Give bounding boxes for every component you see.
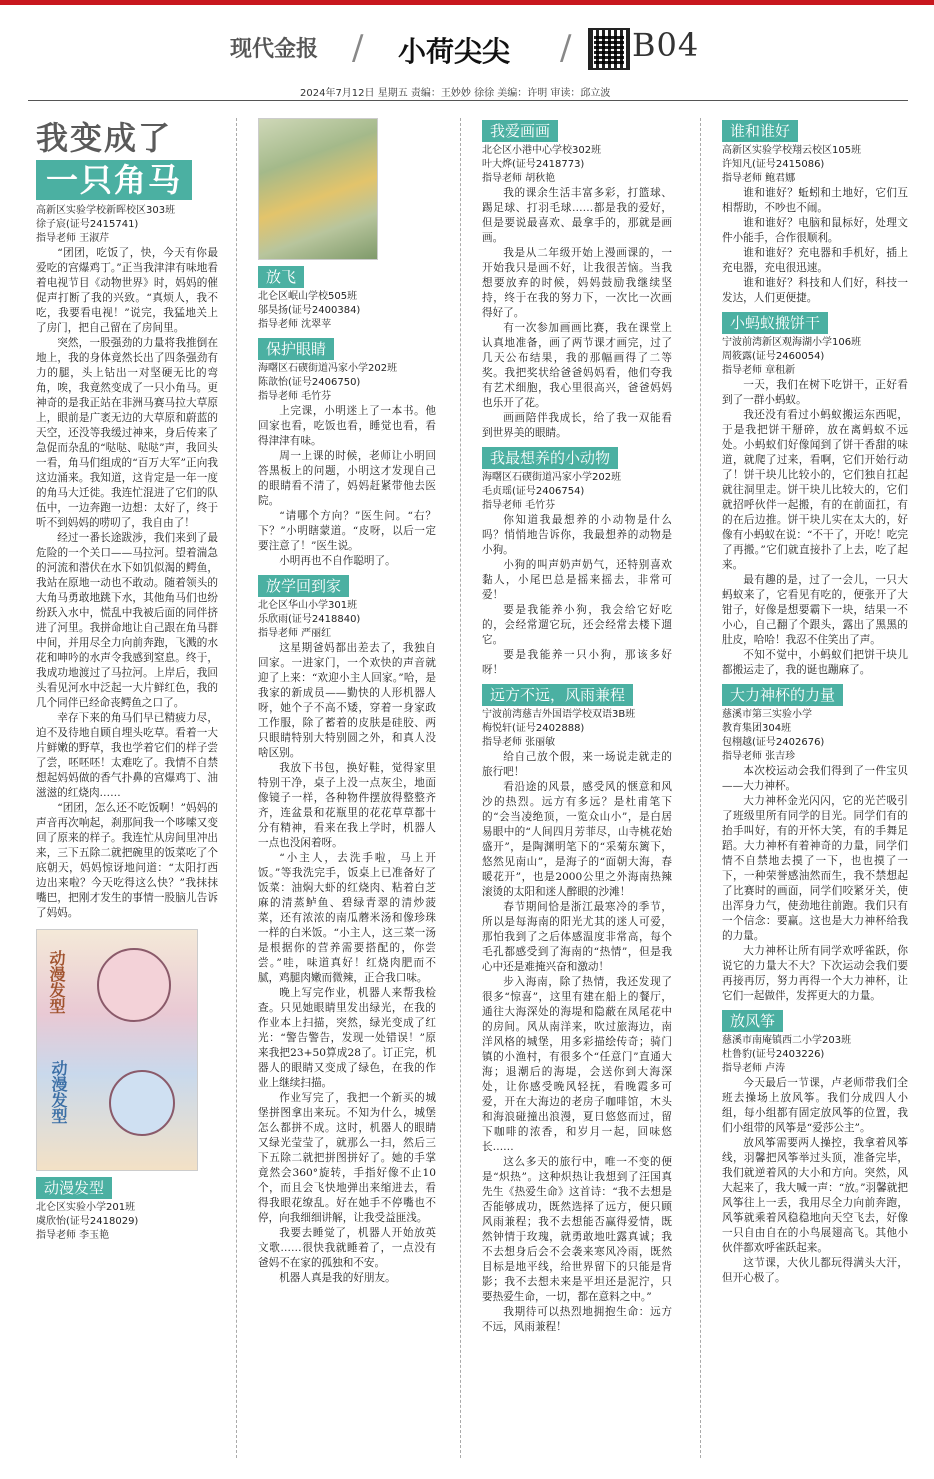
paragraph: 步入海南，除了热情，我还发现了很多“惊喜”，这里有建在船上的餐厅，通往大海深处的海堤和隐蔽在凤尾花中的房间。风从南洋来，吹过旅海边，南洋风格的城堡，用多彩描绘传奇；骑门镇的小渔村，有很多个“任意门”直通大海；退潮后的海堤，会送你到大海深处，让你感受晚风轻抚，看晚霞多可爱，开在大海边的老房子咖啡馆，木头和海浪碰撞出浪漫，夏日悠悠而过，留下咖啡的浓香，和岁月一起，回味悠长…… (482, 976, 672, 1153)
column-divider (700, 118, 701, 1458)
column-2 (258, 118, 436, 1286)
artwork-title: 放飞 (258, 266, 304, 288)
paragraph: 最有趣的是，过了一会儿，一只大蚂蚁来了，它看见有吃的，便张开了大钳子，好像是想要霸下一块，结果一不小心，自己翻了个跟头，露出了黑黑的肚皮，哈哈！我忍不住笑出了声。 (722, 574, 908, 646)
teacher-name: 指导老师 张吉珍 (722, 751, 796, 762)
paragraph: 我期待可以热烈地拥抱生命：远方不远，风雨兼程！ (482, 1306, 672, 1333)
paragraph: 小明再也不自作聪明了。 (279, 555, 396, 567)
school-name: 慈溪市第三实验小学 (722, 709, 812, 720)
teacher-name: 指导老师 卢涛 (722, 1063, 786, 1074)
school-name: 北仑区华山小学301班 (258, 600, 358, 611)
paragraph: 这节课，大伙儿都玩得满头大汗，但开心极了。 (722, 1257, 908, 1284)
paragraph: 今天最后一节课，卢老师带我们全班去操场上放风筝。我们分成四人小组，每小组都有固定放风筝的位置，我们小组带的风筝是“爱莎公主”。 (722, 1077, 908, 1134)
teacher-name: 指导老师 沈翠苹 (258, 319, 332, 330)
section-title: 大力神杯的力量 (722, 684, 843, 706)
school-name: 北仑区实验小学201班 (36, 1202, 136, 1213)
paragraph: 不知不觉中，小蚂蚁们把饼干块儿都搬运走了，我的诞也蹦麻了。 (722, 649, 908, 676)
section-title: 放风筝 (722, 1010, 783, 1032)
artwork-anime-hairstyle (36, 929, 198, 1171)
title-line-1: 我变成了 (36, 119, 173, 157)
column-divider (460, 118, 461, 1458)
paragraph: “请哪个方向？”医生问。“右？下？”小明瞎蒙道。“皮呀，以后一定要注意了！”医生说。 (258, 510, 436, 552)
section-title: 我爱画画 (482, 120, 558, 142)
paragraph: “团团，怎么还不吃饭啊！”妈妈的声音再次响起，刹那间我一个哆嗦又变回了原来的样子。我连忙从房间里冲出来，三下五除二就把碗里的饭菜吃了个底朝天，妈妈惊讶地问道：“太阳打西边出来啦？今天吃得这么快？”我抹抹嘴巴，把刚才发生的事情一股脑儿告诉了妈妈。 (36, 802, 218, 919)
paragraph: 一天，我们在树下吃饼干，正好看到了一群小蚂蚁。 (722, 379, 908, 406)
section-title: 小蚂蚁搬饼干 (722, 312, 828, 334)
teacher-name: 指导老师 王淑芹 (36, 233, 110, 244)
paragraph: 大力神杯金光闪闪，它的光芒吸引了班级里所有同学的目光。同学们有的抬手叫好，有的开怀大笑，有的手舞足蹈。大力神杯有着神奇的力量，同学们情不自禁地去摸了一下，也也摸了一下，一种荣誉感油然而生，我不禁想起了比赛时的画面，同学们咬紧牙关，使出浑身力气，使劲地往前跑。我们只有一个信念：要赢。这也是大力神杯给我的力量。 (722, 795, 908, 942)
paragraph: 这么多天的旅行中，唯一不变的便是“炽热”。这种炽热让我想到了汪国真先生《热爱生命》这首诗：“我不去想是否能够成功，既然选择了远方，便只顾风雨兼程；我不去想能否赢得爱情，既然钟情于玫瑰，就勇敢地吐露真诚；我不去想身后会不会袭来寒风冷雨，既然目标是地平线，给世界留下的只能是背影；我不去想未来是平坦还是泥泞，只要热爱生命，一切，都在意料之中。” (482, 1156, 672, 1303)
school-name: 宁波前湾新区观海湖小学106班 (722, 337, 862, 348)
teacher-name: 指导老师 毛竹芬 (482, 500, 556, 511)
article-title (36, 118, 218, 200)
author-name: 叶大烨(证号2418773) (482, 159, 585, 170)
teacher-name: 指导老师 鲍君娜 (722, 173, 796, 184)
artwork-label: 动漫发型 (49, 1060, 68, 1124)
teacher-name: 指导老师 毛竹芬 (258, 391, 332, 402)
paragraph: “小主人，去洗手啦，马上开饭。”等我洗完手，饭桌上已准备好了饭菜：油焖大虾的红烧肉、粘着白芝麻的清蒸鲈鱼、碧绿青翠的清炒菠菜，还有浓浓的南瓜蘑米汤和像珍珠一样的白米饭。“小主人，这三菜一汤是根据你的营养需要搭配的，你尝尝。”哇，味道真好！红烧肉肥而不腻，鸡腿肉嫩而微辣，正合我口味。 (258, 852, 436, 984)
header-red-line (0, 0, 934, 5)
paragraph: 上完课，小明迷上了一本书。他回家也看，吃饭也看，睡觉也看，看得津津有味。 (258, 405, 436, 447)
qr-code-icon (588, 28, 630, 70)
paragraph: 经过一番长途跋涉，我们来到了最危险的一个关口——马拉河。望着湍急的河流和潜伏在水下如饥似渴的鳄鱼，我站在原地一动也不敢动。随着领头的大角马勇敢地跳下水，其他角马们也纷纷跃入水中，慌乱中我被后面的同伴挤进了河里。我拼命地让自己跟在角马群中间，并用尽全力向前奔跑，飞溅的水花和呻吟的水声令我感到窒息。终于，我成功地渡过了马拉河。上岸后，我回头看见河水中泛起一大片鲜红色，我的几个同伴已经命丧鳄鱼之口了。 (36, 532, 218, 709)
author-name: 毛贞瑶(证号2406754) (482, 486, 585, 497)
section-name: 小荷尖尖 (398, 35, 511, 68)
column-divider (236, 118, 237, 1458)
paragraph: 大力神杯让所有同学欢呼雀跃，你说它的力量大不大？下次运动会我们要再接再厉，努力再得一个大力神杯，让它们一起做伴，发挥更大的力量。 (722, 945, 908, 1002)
paragraph: 你知道我最想养的小动物是什么吗？悄悄地告诉你，我最想养的动物是小狗。 (482, 514, 672, 556)
dateline: 2024年7月12日 星期五 责编：王妙妙 徐徐 美编：许明 审读：邱立波 (300, 88, 611, 99)
author-name: 许知凡(证号2415086) (722, 159, 825, 170)
author-name: 杜鲁豹(证号2403226) (722, 1049, 825, 1060)
paragraph: 放风筝需要两人操控，我拿着风筝线，羽馨把风筝举过头顶，准备完毕，我们就逆着风的大小和方向。突然，风大起来了，我大喊一声：“放。”羽馨就把风筝往上一丢，我用尽全力向前奔跑，风筝就乘着风稳稳地向天空飞去，好像一只自由自在的小鸟展翅高飞。其他小伙伴都欢呼雀跃起来。 (722, 1137, 908, 1254)
author-name: 徐子宸(证号2415741) (36, 219, 139, 230)
school-name: 宁波前湾慈吉外国语学校双语3B班 (482, 709, 636, 720)
paragraph: 小狗的叫声奶声奶气，还特别喜欢黏人，小尾巴总是摇来摇去，非常可爱！ (482, 559, 672, 601)
paragraph: 我还没有看过小蚂蚁搬运东西呢，于是我把饼干掰碎，放在离蚂蚁不远处。小蚂蚁们好像闻到了饼干香甜的味道，就爬了过来，看啊，它们开始行动了！饼干块儿比较小的，它们独自扛起就往洞里走。饼干块儿比较大的，它们就招呼伙伴一起搬，有的在前面扛，有的在后边推。饼干块儿实在太大的，好像有小蚂蚁在说：“不干了，开吃！吃完了再搬。”它们就直接扑了上去，吃了起来。 (722, 409, 908, 571)
paper-name: 现代金报 (230, 36, 319, 62)
character-face (109, 1070, 175, 1136)
masthead-slash: / (560, 28, 572, 68)
author-name: 包栩越(证号2402676) (722, 737, 825, 748)
paragraph: 我要去睡觉了，机器人开始放英文歌……很快我就睡着了，一点没有爸妈不在家的孤独和不安。 (258, 1227, 436, 1269)
teacher-name: 指导老师 李玉艳 (36, 1230, 110, 1241)
teacher-name: 指导老师 胡秋艳 (482, 173, 556, 184)
paragraph: 本次校运动会我们得到了一件宝贝——大力神杯。 (722, 765, 908, 792)
paragraph: 要是我能养一只小狗，那该多好呀！ (482, 649, 672, 676)
paragraph: 幸存下来的角马们早已精疲力尽，迫不及待地自顾自埋头吃草。看着一大片鲜嫩的野草，我也学着它们的样子尝了尝，呸呸呸！太难吃了。我情不自禁想起妈妈做的香气扑鼻的宫爆鸡丁、油滋滋的红烧肉…… (36, 712, 218, 799)
school-name-line-2: 教育集团304班 (722, 723, 792, 734)
teacher-name: 指导老师 章租新 (722, 365, 796, 376)
character-face (97, 948, 171, 1022)
author-name: 虞欣怡(证号2418029) (36, 1216, 139, 1227)
column-4 (722, 118, 908, 1286)
section-title: 我最想养的小动物 (482, 447, 618, 469)
paragraph: 我的课余生活丰富多彩，打篮球、踢足球、打羽毛球……都是我的爱好，但是要说最喜欢、最拿手的，那就是画画。 (482, 187, 672, 244)
header-rule (28, 100, 908, 101)
section-title: 放学回到家 (258, 575, 349, 597)
paragraph: 机器人真是我的好朋友。 (279, 1272, 396, 1284)
school-name: 高新区实验学校新晖校区303班 (36, 205, 176, 216)
paragraph: 周一上课的时候，老师让小明回答黑板上的问题，小明这才发现自己的眼睛看不清了，妈妈赶紧带他去医院。 (258, 450, 436, 507)
artwork-fly (258, 118, 378, 260)
column-1 (36, 118, 218, 1243)
author-name: 邬昊扬(证号2400384) (258, 305, 361, 316)
paragraph: 看沿途的风景，感受风的惬意和风沙的热烈。远方有多远？是杜甫笔下的“会当凌绝顶，一览众山小”，是白居易眼中的“人间四月芳菲尽，山寺桃花始盛开”，是陶渊明笔下的“采菊东篱下，悠然见南山”，是海子的“面朝大海，春暖花开”，也是2000公里之外海南热辣滚烫的太阳和迷人醉眼的沙滩！ (482, 781, 672, 898)
paragraph: 作业写完了，我把一个新买的城堡拼图拿出来玩。不知为什么，城堡怎么都拼不成。这时，机器人的眼睛又绿光莹莹了，就那么一扫，然后三下五除二就把拼图拼好了。她的手掌竟然会360°旋转，手指好像不止10个，而且会飞快地弹出来缩进去，看得我眼花缭乱。好在她手不停嘴也不停，向我细细讲解，让我受益匪浅。 (258, 1092, 436, 1224)
paragraph: 突然，一股强劲的力量将我推倒在地上，我的身体竟然长出了四条强劲有力的腿，头上钻出一对坚硬无比的弯角，唉，我竟然变成了一只小角马。更神奇的是我正站在非洲马赛马拉大草原上，眼前是广袤无边的大草原和蔚蓝的天空，还没等我缓过神来，身后传来了急促而杂乱的“哒哒、哒哒”声，我回头一看，角马们组成的“百万大军”正向我这边涌来。我知道，这肯定是一年一度的角马大迁徙。我连忙混进了它们的队伍中，一边奔跑一边想：太好了，终于听不到妈妈的唠叨了，我自由了！ (36, 337, 218, 529)
title-line-2: 一只角马 (36, 160, 192, 200)
teacher-name: 指导老师 张丽敏 (482, 737, 556, 748)
paragraph: 谁和谁好？蚯蚓和土地好，它们互相帮助，不吵也不闹。 (722, 187, 908, 214)
school-name: 海曙区石碶街道冯家小学202班 (482, 472, 622, 483)
paragraph: “团团，吃饭了，快，今天有你最爱吃的宫爆鸡丁。”正当我津津有味地看着电视节目《动物世界》时，妈妈的催促声打断了我的兴致。“真烦人，我不吃，我要看电视！”说完，我猛地关上了房门，把自己留在了房间里。 (36, 247, 218, 334)
author-name: 梅悦轩(证号2402888) (482, 723, 585, 734)
paragraph: 我是从二年级开始上漫画课的，一开始我只是画不好，让我很苦恼。当我想要放弃的时候，妈妈鼓励我继续坚持，终于在我的努力下，一次比一次画得好了。 (482, 247, 672, 319)
author-name: 周筱露(证号2460054) (722, 351, 825, 362)
paragraph: 晚上写完作业，机器人来帮我检查。只见她眼睛里发出绿光，在我的作业本上扫描，突然，绿光变成了红光：“警告警告，发现一处错误！”原来我把23+50算成28了。订正完，机器人的眼睛又变成了绿色，在我的作业上继续扫描。 (258, 987, 436, 1089)
school-name: 高新区实验学校翔云校区105班 (722, 145, 862, 156)
paragraph: 要是我能养小狗，我会给它好吃的，会经常遛它玩，还会经常去楼下遛它。 (482, 604, 672, 646)
page-number: B04 (632, 26, 700, 64)
masthead-slash: / (352, 28, 364, 68)
paragraph: 我放下书包，换好鞋，觉得家里特别干净，桌子上没一点灰尘，地面像镜子一样，各种物件摆放得整整齐齐，连盆景和花瓶里的花花草草都十分有精神，看来在我上学时，机器人一点也没闲着呀。 (258, 762, 436, 849)
school-name: 北仑区岷山学校505班 (258, 291, 358, 302)
school-name: 慈溪市南庵镇西二小学203班 (722, 1035, 852, 1046)
column-3 (482, 118, 672, 1335)
artwork-title: 动漫发型 (36, 1177, 112, 1199)
paragraph: 谁和谁好？科技和人们好，科技一发达，人们更便捷。 (722, 277, 908, 304)
author-name: 陈歆怡(证号2406750) (258, 377, 361, 388)
school-name: 北仑区小港中心学校302班 (482, 145, 602, 156)
paragraph: 给自己放个假，来一场说走就走的旅行吧！ (482, 751, 672, 778)
teacher-name: 指导老师 严丽红 (258, 628, 332, 639)
artwork-label: 动漫发型 (47, 950, 66, 1014)
paragraph: 这星期爸妈都出差去了，我独自回家。一进家门，一个欢快的声音就迎了上来：“欢迎小主人回家。”哈，是我家的新成员——勤快的人形机器人呀，她个子不高不矮，穿着一身家政工作服，除了蓄着的皮肤是硅胶、两只眼睛特别大特别圆之外，和真人没啥区别。 (258, 642, 436, 759)
page-header (0, 0, 934, 100)
paragraph: 谁和谁好？电脑和鼠标好，处理文件小能手，合作很顺利。 (722, 217, 908, 244)
paragraph: 春节期间恰是浙江最寒冷的季节，所以是每海南的阳光尤其的迷人可爱，那怕我到了之后体感温度非常高，每个毛孔都感受到了海南的“热情”，但是我心中还是难掩兴奋和激动！ (482, 901, 672, 973)
section-title: 保护眼睛 (258, 338, 334, 360)
section-title: 远方不远，风雨兼程 (482, 684, 633, 706)
school-name: 海曙区石碶街道冯家小学202班 (258, 363, 398, 374)
paragraph: 画画陪伴我成长，给了我一双能看到世界美的眼睛。 (482, 412, 672, 439)
section-title: 谁和谁好 (722, 120, 798, 142)
author-name: 乐欣雨(证号2418840) (258, 614, 361, 625)
paragraph: 谁和谁好？充电器和手机好，插上充电器，充电很迅速。 (722, 247, 908, 274)
paragraph: 有一次参加画画比赛，我在课堂上认真地准备，画了两节课才画完，过了几天公布结果，我的那幅画得了二等奖。我把奖状给爸爸妈妈看，他们夸我有艺术细胞，我心里很高兴，爸爸妈妈也乐开了花。 (482, 322, 672, 409)
